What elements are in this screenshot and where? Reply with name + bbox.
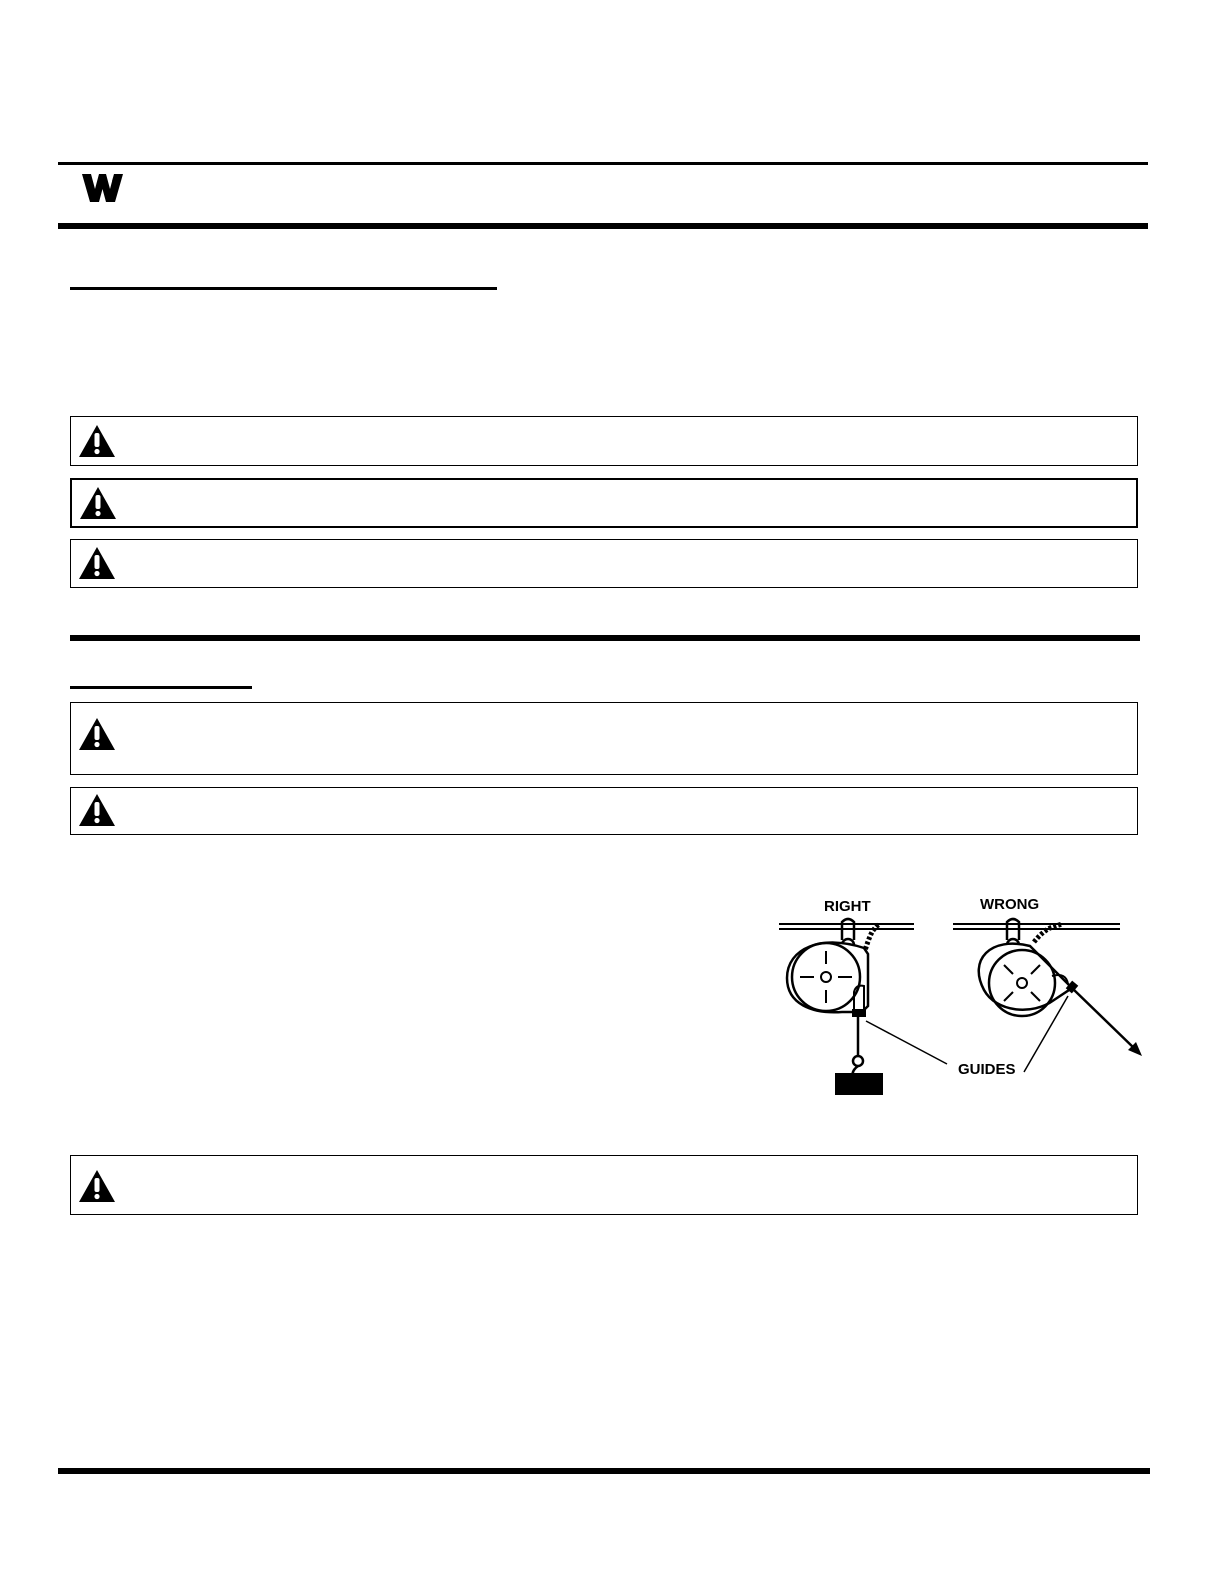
- header-top-rule: [58, 162, 1148, 165]
- header-bottom-rule: [58, 223, 1148, 229]
- balancer-guides-illustration: [772, 888, 1152, 1106]
- warning-box-1: [70, 416, 1138, 466]
- warning-box-4: [70, 702, 1138, 775]
- warning-triangle-icon: [78, 793, 116, 827]
- section-divider: [70, 635, 1140, 641]
- wrong-label: WRONG: [980, 896, 1040, 913]
- guides-label: GUIDES: [958, 1061, 1016, 1078]
- warning-box-3: [70, 539, 1138, 588]
- warning-box-6: [70, 1155, 1138, 1215]
- warning-box-5: [70, 787, 1138, 835]
- right-label: RIGHT: [824, 898, 871, 915]
- warning-triangle-icon: [78, 546, 116, 580]
- warning-triangle-icon: [78, 424, 116, 458]
- section-1-heading-underline: [70, 287, 497, 290]
- warning-triangle-icon: [79, 486, 117, 520]
- w-logo-icon: [82, 171, 126, 205]
- warning-box-2: [70, 478, 1138, 528]
- warning-triangle-icon: [78, 717, 116, 751]
- warning-triangle-icon: [78, 1169, 116, 1203]
- right-diagram: [779, 898, 914, 1095]
- guides-leader-right: [866, 1021, 947, 1064]
- section-2-heading-underline: [70, 686, 252, 689]
- footer-rule: [58, 1468, 1150, 1474]
